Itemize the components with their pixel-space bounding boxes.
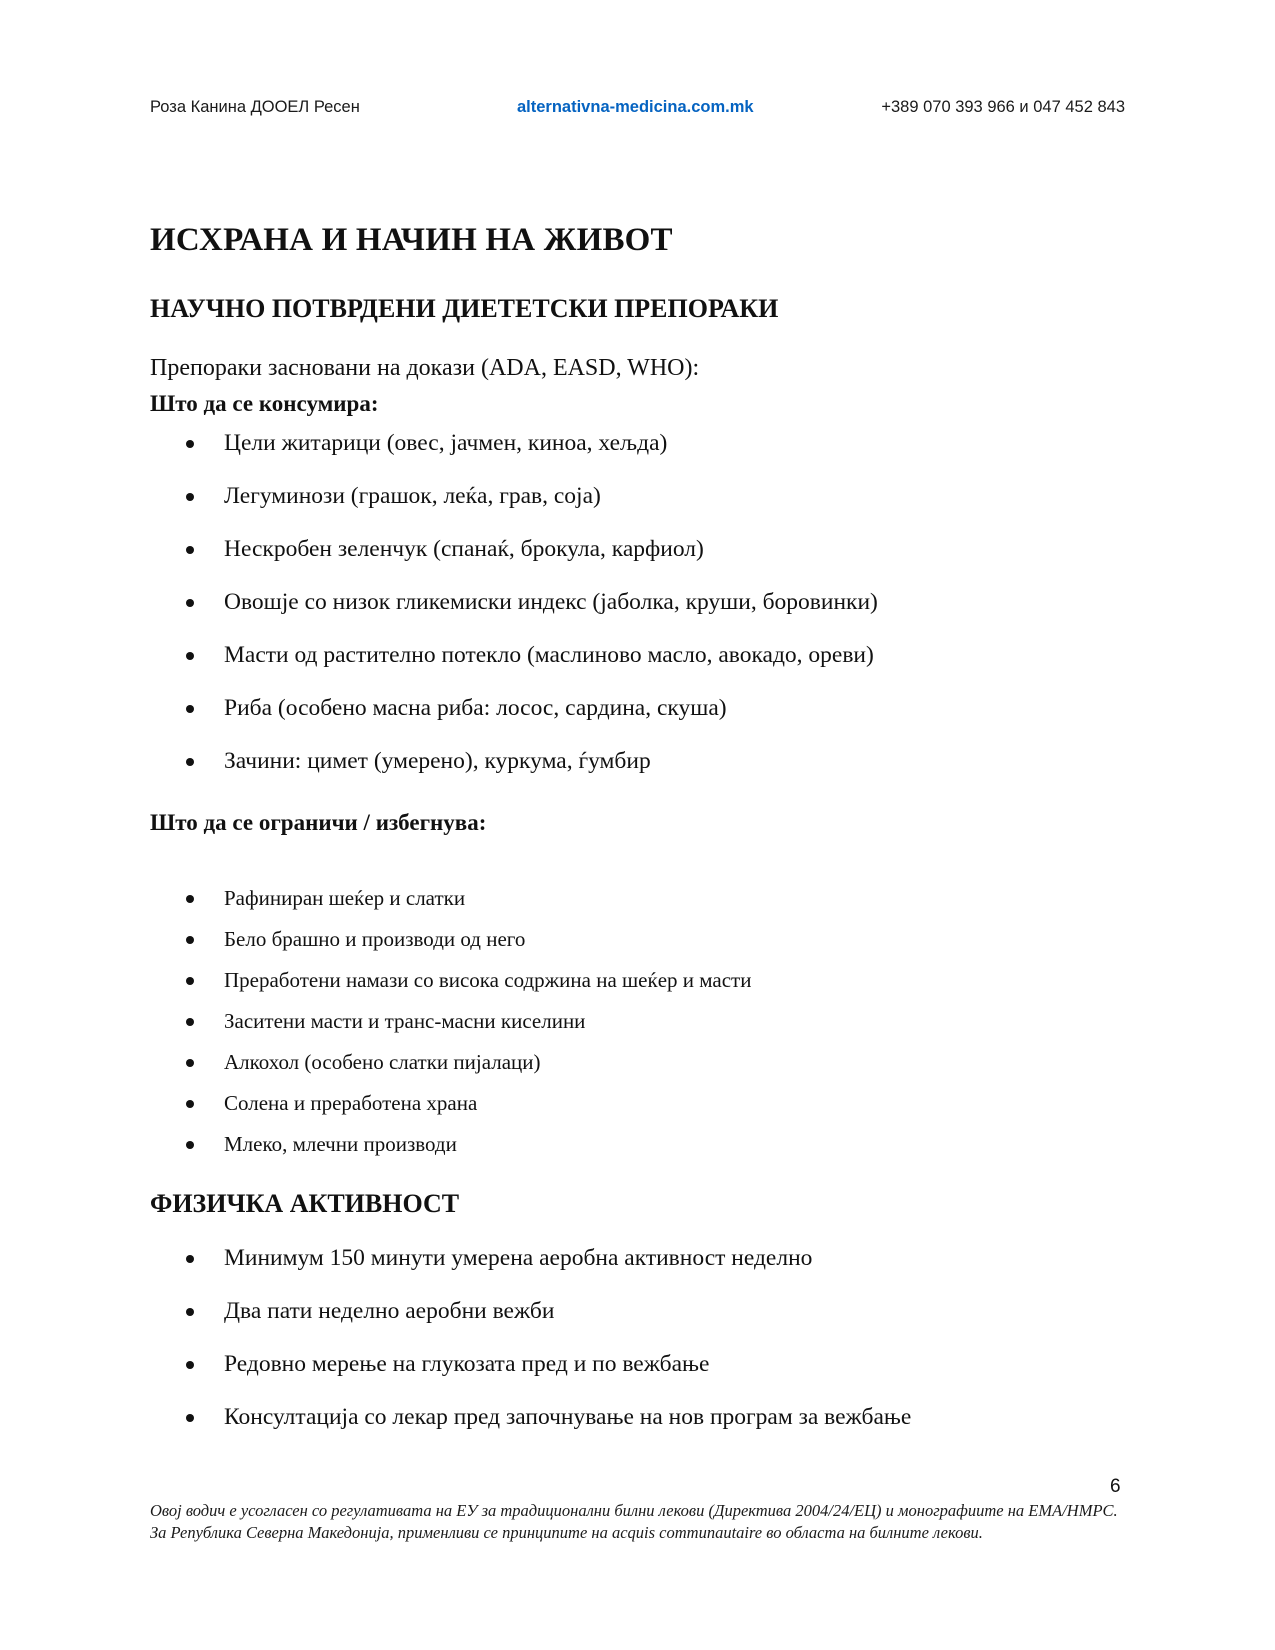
bullet-icon — [186, 1414, 194, 1422]
bullet-icon — [186, 1100, 194, 1108]
diet-heading: НАУЧНО ПОТВРДЕНИ ДИЕТЕТСКИ ПРЕПОРАКИ — [150, 294, 779, 323]
list-item: Легуминози (грашок, леќа, грав, соја) — [150, 470, 878, 523]
bullet-icon — [186, 1255, 194, 1263]
list-item: Консултација со лекар пред започнување на нов програм за вежбање — [150, 1391, 911, 1444]
consume-list — [150, 417, 878, 788]
bullet-icon — [186, 1141, 194, 1149]
diet-intro: Препораки засновани на докази (ADA, EASD, WHO): — [150, 355, 700, 381]
page-number: 6 — [1110, 1476, 1121, 1497]
list-item: Редовно мерење на глукозата пред и по вежбање — [150, 1338, 911, 1391]
bullet-icon — [186, 493, 194, 501]
consume-heading: Што да се консумира: — [150, 391, 379, 416]
website-link[interactable]: alternativna-medicina.com.mk — [517, 98, 754, 116]
company-name: Роза Канина ДООЕЛ Ресен — [150, 98, 360, 116]
bullet-icon — [186, 705, 194, 713]
bullet-icon — [186, 1308, 194, 1316]
list-item: Нескробен зеленчук (спанаќ, брокула, карфиол) — [150, 523, 878, 576]
list-item: Бело брашно и производи од него — [150, 919, 751, 960]
bullet-icon — [186, 1059, 194, 1067]
bullet-icon — [186, 1018, 194, 1026]
bullet-icon — [186, 895, 194, 903]
avoid-list — [150, 878, 751, 1165]
bullet-icon — [186, 936, 194, 944]
avoid-heading: Што да се ограничи / избегнува: — [150, 810, 487, 835]
page-title: ИСХРАНА И НАЧИН НА ЖИВОТ — [150, 222, 673, 258]
list-item: Преработени намази со висока содржина на шеќер и масти — [150, 960, 751, 1001]
phone-numbers: +389 070 393 966 и 047 452 843 — [881, 98, 1125, 116]
bullet-icon — [186, 652, 194, 660]
bullet-icon — [186, 1361, 194, 1369]
list-item: Цели житарици (овес, јачмен, киноа, хељда) — [150, 417, 878, 470]
bullet-icon — [186, 440, 194, 448]
footer-note: Овој водич е усогласен со регулативата на ЕУ за традиционални билни лекови (Директива 2004/24/ЕЦ) и монографиите на EMA/HMPC. За Република Северна Македонија, применливи се принципите на acquis communautaire во областа на билните лекови. — [150, 1501, 1118, 1542]
page-header — [150, 98, 1125, 122]
list-item: Минимум 150 минути умерена аеробна активност неделно — [150, 1232, 911, 1285]
activity-heading: ФИЗИЧКА АКТИВНОСТ — [150, 1189, 460, 1218]
list-item: Масти од растително потекло (маслиново масло, авокадо, ореви) — [150, 629, 878, 682]
activity-list — [150, 1232, 911, 1444]
bullet-icon — [186, 546, 194, 554]
bullet-icon — [186, 977, 194, 985]
list-item: Заситени масти и транс-масни киселини — [150, 1001, 751, 1042]
list-item: Солена и преработена храна — [150, 1083, 751, 1124]
bullet-icon — [186, 758, 194, 766]
list-item: Два пати неделно аеробни вежби — [150, 1285, 911, 1338]
bullet-icon — [186, 599, 194, 607]
list-item: Рафиниран шеќер и слатки — [150, 878, 751, 919]
list-item: Овошје со низок гликемиски индекс (јаболка, круши, боровинки) — [150, 576, 878, 629]
list-item: Алкохол (особено слатки пијалаци) — [150, 1042, 751, 1083]
list-item: Зачини: цимет (умерено), куркума, ѓумбир — [150, 735, 878, 788]
list-item: Риба (особено масна риба: лосос, сардина, скуша) — [150, 682, 878, 735]
list-item: Млеко, млечни производи — [150, 1124, 751, 1165]
